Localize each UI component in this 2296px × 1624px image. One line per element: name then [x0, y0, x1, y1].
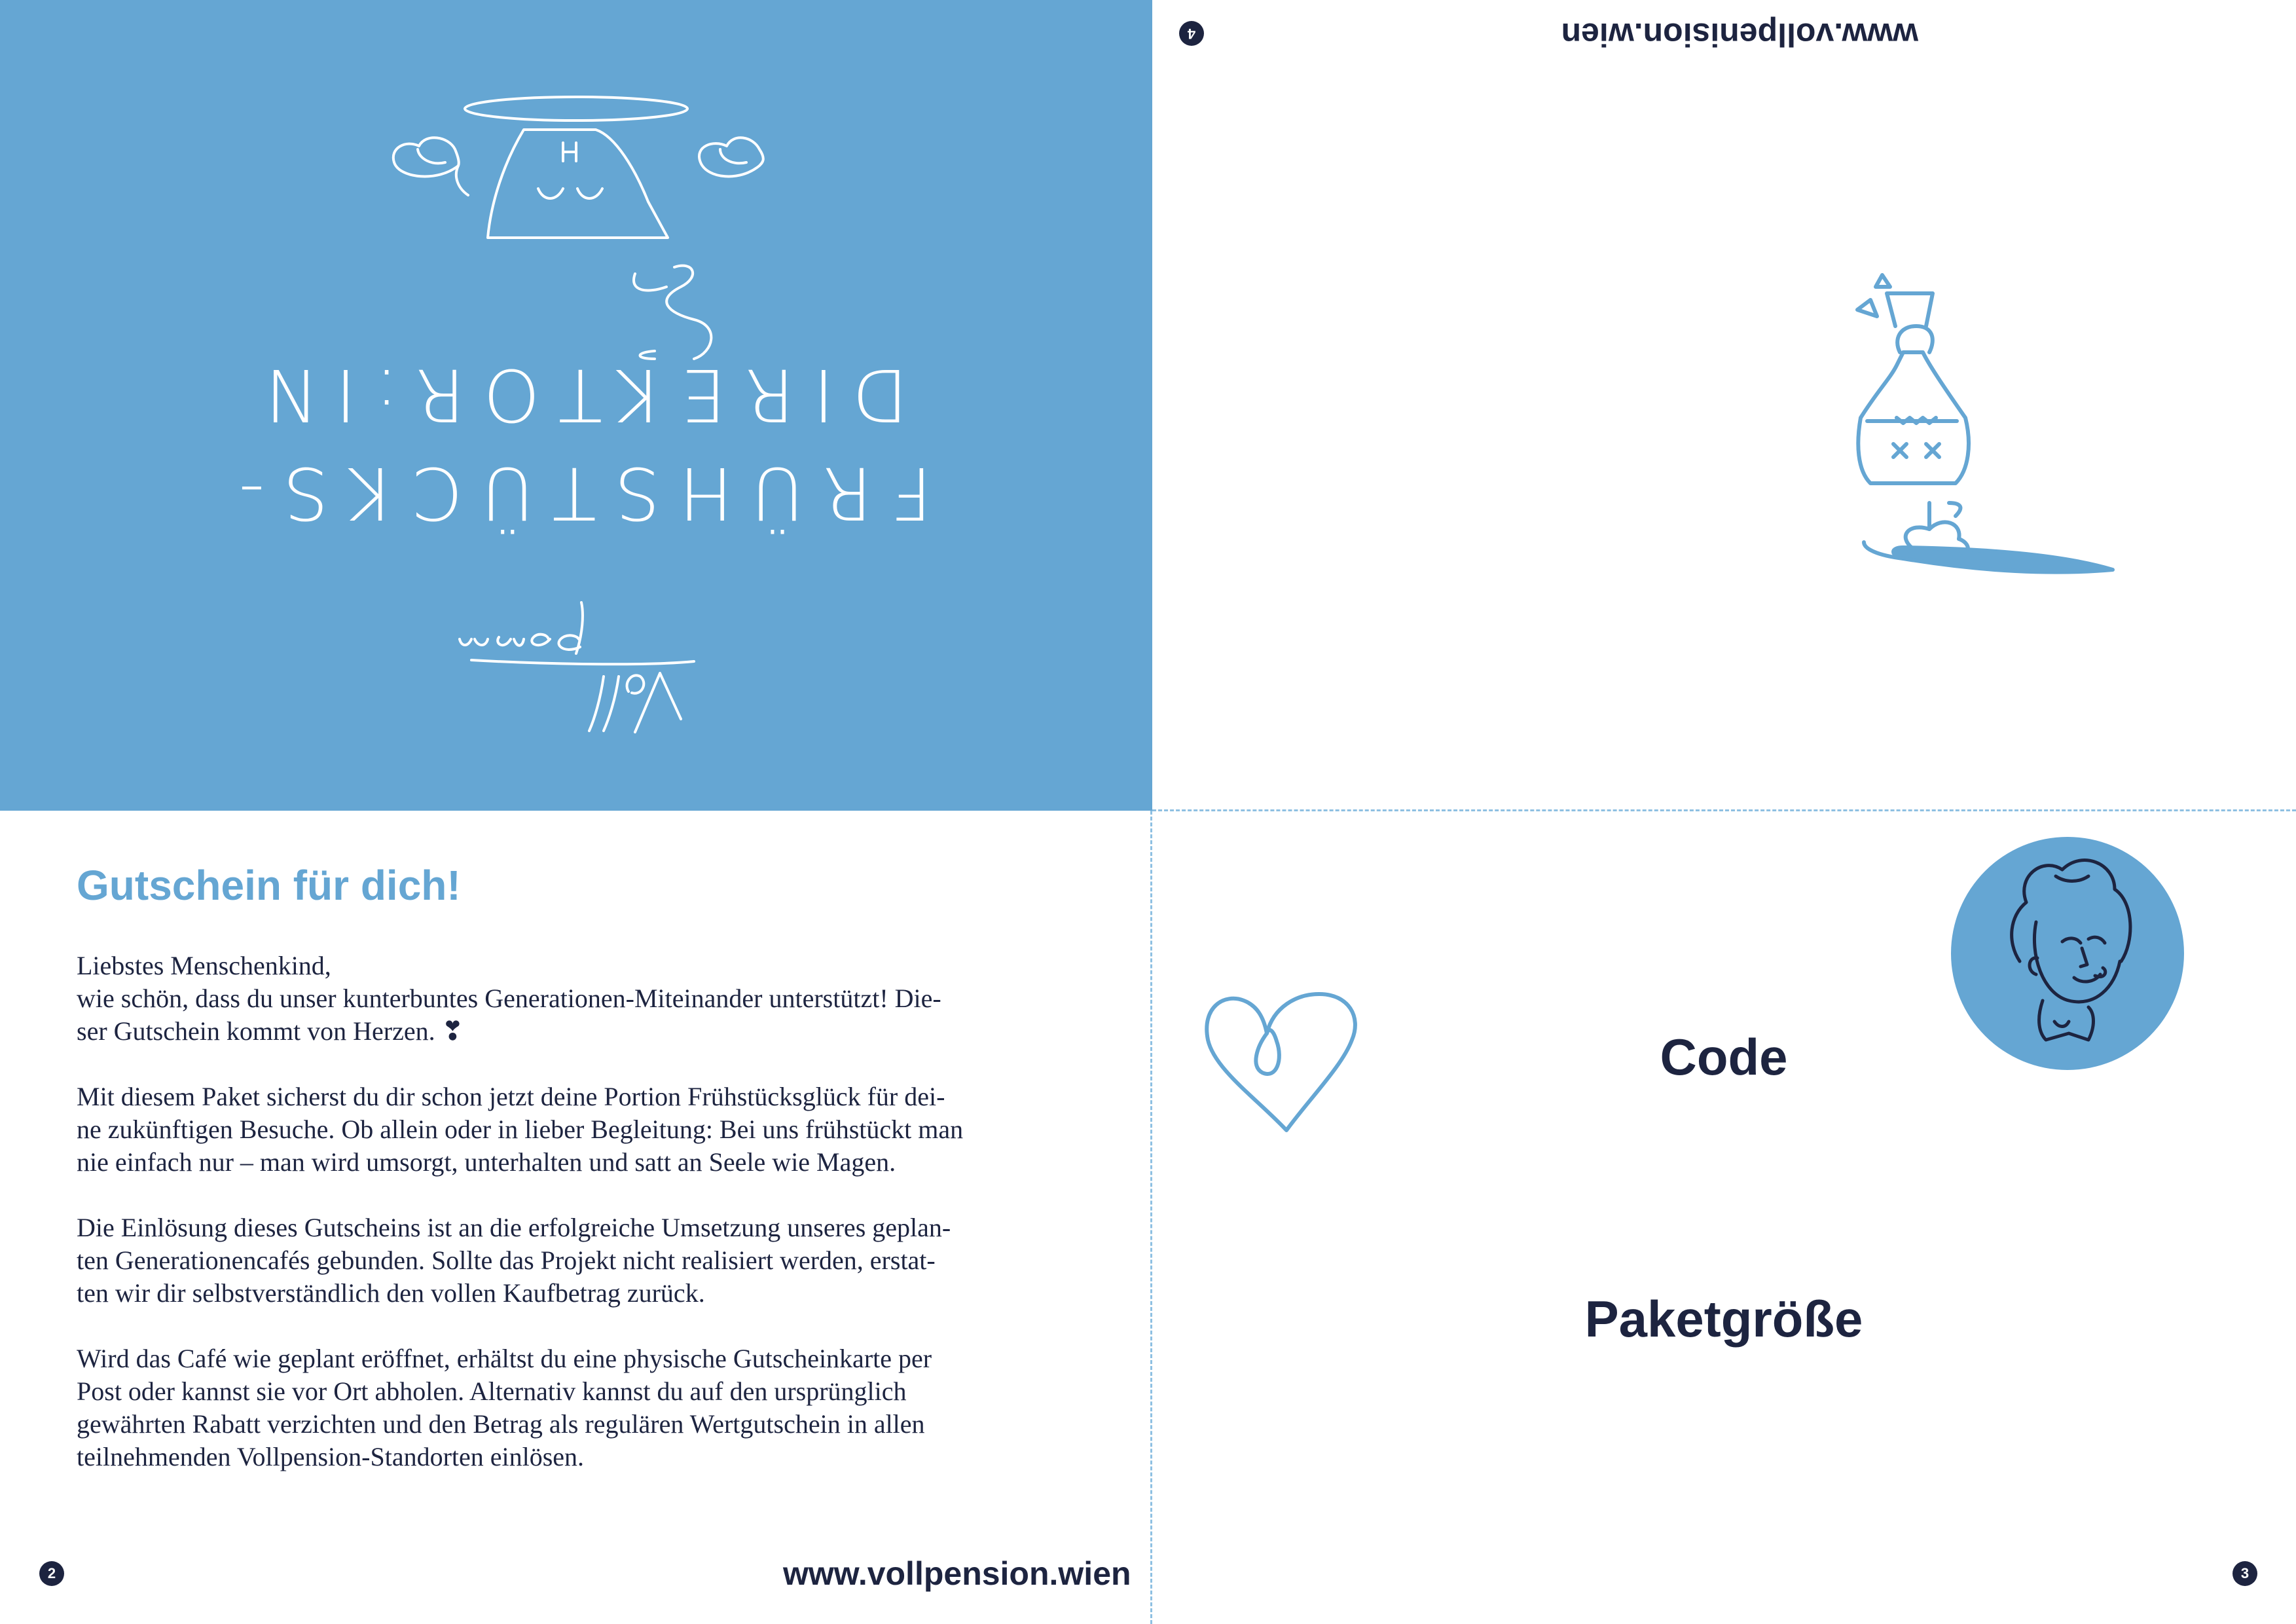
text-line: Wird das Café wie geplant eröffnet, erhältst du eine physische Gutscheinkarte per — [77, 1344, 932, 1373]
cover-panel — [0, 0, 1152, 811]
grandma-portrait-icon — [1951, 837, 2184, 1070]
text-line: ser Gutschein kommt von Herzen. ❣ — [77, 1016, 464, 1046]
text-line: Mit diesem Paket sicherst du dir schon jetzt deine Portion Frühstücksglück für dei- — [77, 1082, 945, 1111]
package-size-label: Paketgröße — [1584, 1290, 1863, 1348]
back-panel — [1152, 0, 2296, 811]
package-paragraph — [77, 1080, 1098, 1179]
back-flipped-content — [1152, 0, 2296, 811]
greeting-paragraph — [77, 950, 1098, 1048]
page-number-2: 2 — [39, 1561, 64, 1586]
text-line: Post oder kannst sie vor Ort abholen. Alternativ kannst du auf den ursprünglich — [77, 1376, 907, 1406]
text-line: teilnehmenden Vollpension-Standorten einlösen. — [77, 1442, 585, 1471]
code-panel — [1152, 811, 2296, 1624]
cover-flipped-content — [0, 0, 1152, 811]
back-url[interactable]: www.vollpenision.wien — [1561, 16, 1918, 53]
text-line: ne zukünftigen Besuche. Ob allein oder in lieber Begleitung: Bei uns frühstückt man — [77, 1115, 964, 1144]
sugar-shaker-spoon-icon — [1857, 275, 2113, 572]
text-line: gewährten Rabatt verzichten und den Betrag als regulären Wertgutschein in allen — [77, 1409, 925, 1439]
page-number-4: 4 — [1179, 21, 1204, 46]
opening-paragraph — [77, 1342, 1098, 1473]
text-line: Liebstes Menschenkind, — [77, 951, 331, 980]
text-panel — [0, 811, 1152, 1624]
cover-title-line-2: DIREKTOR:IN — [244, 353, 908, 437]
voucher-heading: Gutschein für dich! — [77, 862, 461, 909]
text-line: ten wir dir selbstverständlich den vollen Kaufbetrag zurück. — [77, 1278, 705, 1308]
footer-url[interactable]: www.vollpension.wien — [783, 1555, 1131, 1592]
code-panel-artwork — [1152, 811, 2296, 1624]
redemption-paragraph — [77, 1211, 1098, 1310]
text-line: Die Einlösung dieses Gutscheins ist an die erfolgreiche Umsetzung unseres geplan- — [77, 1213, 951, 1242]
cover-title-line-1: FRÜHSTÜCKS- — [220, 451, 932, 535]
back-artwork — [1152, 0, 2296, 811]
heart-icon — [1207, 994, 1355, 1130]
page-number-3: 3 — [2232, 1561, 2257, 1586]
text-line: ten Generationencafés gebunden. Sollte das Projekt nicht realisiert werden, erstat- — [77, 1246, 936, 1275]
text-line: nie einfach nur – man wird umsorgt, unterhalten und satt an Seele wie Magen. — [77, 1147, 896, 1177]
text-line: wie schön, dass du unser kunterbuntes Generationen-Miteinander unterstützt! Die- — [77, 984, 941, 1013]
code-label: Code — [1660, 1028, 1788, 1086]
